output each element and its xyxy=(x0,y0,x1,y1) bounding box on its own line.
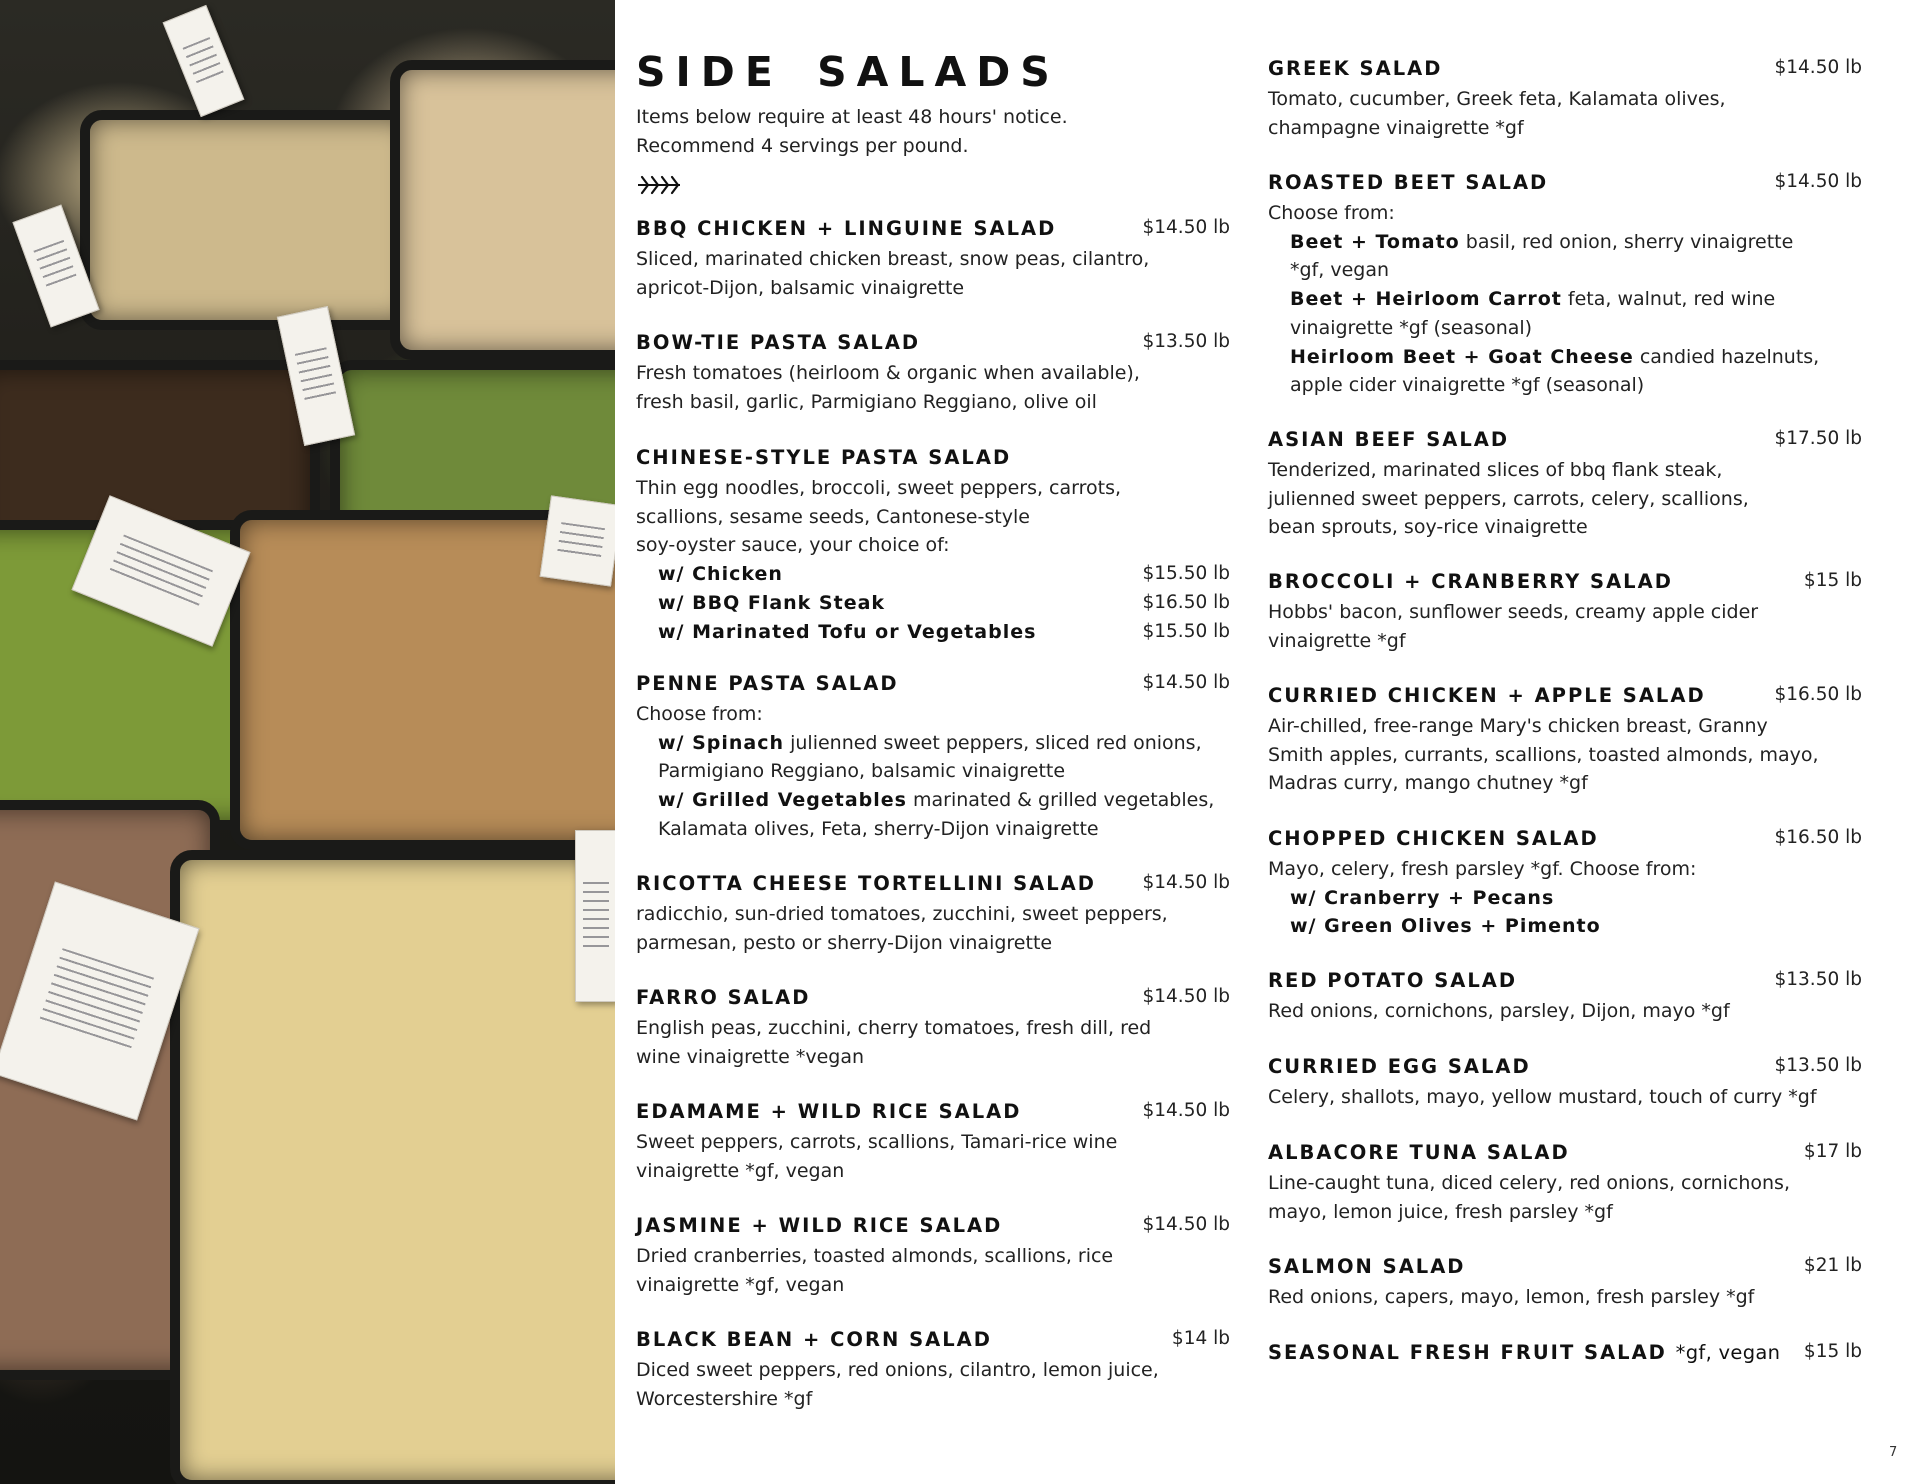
menu-item xyxy=(636,446,1230,646)
notice-line: Items below require at least 48 hours' notice. xyxy=(636,106,1068,128)
menu-item-description: Celery, shallots, mayo, yellow mustard, touch of curry *gf xyxy=(1268,1086,1817,1108)
menu-item-name-text: FARRO SALAD xyxy=(636,986,811,1009)
menu-choice-text: feta, walnut, red wine xyxy=(1567,288,1776,311)
menu-item-name xyxy=(1268,57,1442,80)
menu-item-description: vinaigrette *gf xyxy=(1268,629,1406,652)
menu-item-description: mayo, lemon juice, fresh parsley *gf xyxy=(1268,1200,1613,1223)
menu-choice-continued: vinaigrette *gf (seasonal) xyxy=(1290,316,1533,339)
menu-choice xyxy=(1268,343,1862,372)
menu-item-header xyxy=(636,1328,1230,1356)
menu-choice xyxy=(636,786,1230,815)
menu-option xyxy=(636,589,1230,618)
menu-item-header xyxy=(1268,428,1862,456)
page-title: SIDE SALADS xyxy=(636,48,1060,96)
menu-item xyxy=(1268,570,1862,655)
menu-item-description: Worcestershire *gf xyxy=(636,1387,813,1410)
menu-item-description: champagne vinaigrette *gf xyxy=(1268,116,1524,139)
menu-item-name xyxy=(636,986,810,1009)
menu-item-description: Red onions, capers, mayo, lemon, fresh parsley *gf xyxy=(1268,1286,1755,1308)
menu-item-description: Fresh tomatoes (heirloom & organic when available), xyxy=(636,362,1140,384)
menu-item-description: bean sprouts, soy-rice vinaigrette xyxy=(1268,516,1588,539)
wheat-ornament-icon xyxy=(636,172,686,198)
menu-item-price: $14.50 lb xyxy=(1774,171,1862,192)
menu-item-description: Madras curry, mango chutney *gf xyxy=(1268,772,1588,795)
menu-item-price: $15 lb xyxy=(1803,1341,1862,1362)
menu-item-price: $14.50 lb xyxy=(1142,217,1230,238)
menu-item-header xyxy=(1268,1055,1862,1083)
menu-item-header xyxy=(1268,1341,1862,1369)
menu-choice-name: w/ Grilled Vegetables xyxy=(658,789,907,812)
menu-item-price: $16.50 lb xyxy=(1774,827,1862,848)
menu-item-name xyxy=(636,872,1096,895)
menu-item-name-text: EDAMAME + WILD RICE SALAD xyxy=(636,1100,1022,1123)
menu-item-name-text: CURRIED CHICKEN + APPLE SALAD xyxy=(1268,684,1706,707)
menu-item-header xyxy=(1268,684,1862,712)
menu-item-header xyxy=(1268,827,1862,855)
menu-item-description: radicchio, sun-dried tomatoes, zucchini, sweet peppers, xyxy=(636,903,1168,925)
menu-item-name xyxy=(636,217,1056,240)
menu-item-name-text: CHOPPED CHICKEN SALAD xyxy=(1268,827,1599,850)
menu-item xyxy=(636,1214,1230,1299)
menu-choice-name: Beet + Tomato xyxy=(1290,230,1460,253)
menu-item-header xyxy=(1268,57,1862,85)
menu-item-description: wine vinaigrette *vegan xyxy=(636,1045,865,1068)
menu-option-price: $15.50 lb xyxy=(1142,620,1230,642)
menu-item xyxy=(636,872,1230,957)
menu-item-name-text: BOW-TIE PASTA SALAD xyxy=(636,331,921,354)
menu-item-price: $14 lb xyxy=(1171,1328,1230,1349)
menu-item-name-text: JASMINE + WILD RICE SALAD xyxy=(636,1214,1003,1237)
menu-item-price: $14.50 lb xyxy=(1774,57,1862,78)
menu-item-header xyxy=(636,217,1230,245)
menu-item xyxy=(1268,827,1862,941)
menu-item-price: $17 lb xyxy=(1803,1141,1862,1162)
menu-option-name: w/ Cranberry + Pecans xyxy=(1290,886,1555,909)
menu-item-description: vinaigrette *gf, vegan xyxy=(636,1273,845,1296)
menu-item-price: $15 lb xyxy=(1803,570,1862,591)
menu-option-name: w/ BBQ Flank Steak xyxy=(658,591,886,614)
menu-choice-continued: *gf, vegan xyxy=(1290,259,1390,282)
menu-option xyxy=(636,618,1230,647)
menu-item-name-text: CURRIED EGG SALAD xyxy=(1268,1055,1531,1078)
menu-item-header xyxy=(1268,1255,1862,1283)
menu-item-price: $14.50 lb xyxy=(1142,872,1230,893)
menu-item-header xyxy=(1268,570,1862,598)
menu-choice-text: julienned sweet peppers, sliced red onions, xyxy=(790,731,1202,754)
menu-item-name xyxy=(1268,827,1599,850)
menu-option-price: $16.50 lb xyxy=(1142,591,1230,613)
menu-choice-text: marinated & grilled vegetables, xyxy=(913,789,1215,812)
menu-item-price: $13.50 lb xyxy=(1142,331,1230,352)
menu-item-description: Tomato, cucumber, Greek feta, Kalamata olives, xyxy=(1268,88,1726,110)
menu-item-name-text: PENNE PASTA SALAD xyxy=(636,672,899,695)
menu-item-name-text: BBQ CHICKEN + LINGUINE SALAD xyxy=(636,217,1057,240)
menu-item-price: $16.50 lb xyxy=(1774,684,1862,705)
menu-item-description: Line-caught tuna, diced celery, red onions, cornichons, xyxy=(1268,1172,1790,1194)
menu-item-price: $14.50 lb xyxy=(1142,672,1230,693)
menu-item-header xyxy=(1268,1141,1862,1169)
menu-item xyxy=(1268,1055,1862,1112)
menu-item-description: apricot-Dijon, balsamic vinaigrette xyxy=(636,276,965,299)
menu-item-description: soy-oyster sauce, your choice of: xyxy=(636,534,950,557)
menu-item-name xyxy=(1268,969,1517,992)
menu-item-name-text: ROASTED BEET SALAD xyxy=(1268,171,1549,194)
menu-item-price: $13.50 lb xyxy=(1774,969,1862,990)
page-number: 7 xyxy=(1889,1445,1898,1460)
menu-item-name-text: CHINESE-STYLE PASTA SALAD xyxy=(636,446,1012,469)
menu-item-header xyxy=(636,1214,1230,1242)
menu-item xyxy=(1268,1141,1862,1226)
menu-item-description: Sweet peppers, carrots, scallions, Tamari-rice wine xyxy=(636,1131,1118,1153)
menu-item-name-text: ASIAN BEEF SALAD xyxy=(1268,428,1510,451)
menu-option-name: w/ Chicken xyxy=(658,563,783,586)
menu-item-description: Choose from: xyxy=(636,703,763,725)
menu-item xyxy=(636,986,1230,1071)
menu-item xyxy=(636,672,1230,844)
menu-item xyxy=(1268,1341,1862,1369)
menu-item-header xyxy=(636,672,1230,700)
menu-item-description: Mayo, celery, fresh parsley *gf. Choose from: xyxy=(1268,858,1697,880)
menu-item-description: Thin egg noodles, broccoli, sweet peppers, carrots, xyxy=(636,477,1122,499)
menu-item-description: Diced sweet peppers, red onions, cilantro, lemon juice, xyxy=(636,1359,1159,1381)
menu-item xyxy=(636,1100,1230,1185)
menu-item-name xyxy=(636,1328,992,1351)
menu-item-name xyxy=(636,446,1011,469)
menu-item-name xyxy=(1268,570,1673,593)
menu-choice-name: Heirloom Beet + Goat Cheese xyxy=(1290,345,1634,368)
menu-item-description: Tenderized, marinated slices of bbq flank steak, xyxy=(1268,459,1723,481)
menu-item-description: Hobbs' bacon, sunflower seeds, creamy apple cider xyxy=(1268,601,1759,623)
menu-item-name-text: SEASONAL FRESH FRUIT SALAD xyxy=(1268,1341,1667,1364)
menu-choice-name: Beet + Heirloom Carrot xyxy=(1290,288,1562,311)
menu-item-name-text: SALMON SALAD xyxy=(1268,1255,1466,1278)
menu-item xyxy=(1268,1255,1862,1312)
menu-choice-continued: apple cider vinaigrette *gf (seasonal) xyxy=(1290,374,1645,397)
menu-item-description: English peas, zucchini, cherry tomatoes, fresh dill, red xyxy=(636,1017,1152,1039)
menu-choice-continued: Parmigiano Reggiano, balsamic vinaigrette xyxy=(658,760,1066,783)
menu-item-name xyxy=(1268,1255,1466,1278)
menu-item-name-text: RED POTATO SALAD xyxy=(1268,969,1518,992)
menu-item xyxy=(636,217,1230,302)
menu-item-price: $17.50 lb xyxy=(1774,428,1862,449)
menu-item-name xyxy=(636,1214,1002,1237)
menu-option xyxy=(1268,884,1862,913)
menu-item-header xyxy=(1268,969,1862,997)
menu-item-header xyxy=(636,446,1230,474)
menu-choice-text: candied hazelnuts, xyxy=(1639,345,1820,368)
menu-item-header xyxy=(636,872,1230,900)
menu-choice xyxy=(636,729,1230,758)
menu-choice xyxy=(1268,285,1862,314)
menu-item-price: $13.50 lb xyxy=(1774,1055,1862,1076)
menu-item-header xyxy=(1268,171,1862,199)
menu-item-name xyxy=(1268,1141,1570,1164)
menu-item-description: parmesan, pesto or sherry-Dijon vinaigrette xyxy=(636,931,1053,954)
menu-item-name-text: ALBACORE TUNA SALAD xyxy=(1268,1141,1570,1164)
menu-item-name-text: BROCCOLI + CRANBERRY SALAD xyxy=(1268,570,1673,593)
menu-item xyxy=(1268,57,1862,142)
menu-option xyxy=(636,560,1230,589)
menu-item-description: vinaigrette *gf, vegan xyxy=(636,1159,845,1182)
menu-item-name xyxy=(1268,171,1548,194)
intro-notice xyxy=(636,103,1236,161)
menu-item-description: Smith apples, currants, scallions, toasted almonds, mayo, xyxy=(1268,743,1819,766)
menu-item-name-text: GREEK SALAD xyxy=(1268,57,1443,80)
menu-item xyxy=(1268,428,1862,542)
menu-item-header xyxy=(636,331,1230,359)
menu-item-description: scallions, sesame seeds, Cantonese-style xyxy=(636,505,1030,528)
menu-item-name xyxy=(636,331,920,354)
menu-option-name: w/ Marinated Tofu or Vegetables xyxy=(658,620,1037,643)
notice-line: Recommend 4 servings per pound. xyxy=(636,135,969,157)
menu-item-description: Choose from: xyxy=(1268,202,1395,224)
menu-item-name xyxy=(1268,1055,1531,1078)
dietary-note: *gf, vegan xyxy=(1675,1341,1781,1364)
menu-item xyxy=(1268,171,1862,400)
menu-item-description: Sliced, marinated chicken breast, snow peas, cilantro, xyxy=(636,248,1150,270)
menu-item-header xyxy=(636,1100,1230,1128)
menu-option xyxy=(1268,912,1862,941)
menu-item-description: Air-chilled, free-range Mary's chicken breast, Granny xyxy=(1268,715,1768,737)
menu-item xyxy=(636,1328,1230,1413)
menu-item-price: $14.50 lb xyxy=(1142,986,1230,1007)
menu-item-description: fresh basil, garlic, Parmigiano Reggiano, olive oil xyxy=(636,390,1097,413)
menu-choice-continued: Kalamata olives, Feta, sherry-Dijon vinaigrette xyxy=(658,817,1099,840)
menu-option-price: $15.50 lb xyxy=(1142,563,1230,585)
menu-item-name-text: BLACK BEAN + CORN SALAD xyxy=(636,1328,992,1351)
menu-item-name xyxy=(636,1100,1021,1123)
menu-item-name xyxy=(1268,684,1706,707)
menu-item-price: $21 lb xyxy=(1803,1255,1862,1276)
menu-choice-text: basil, red onion, sherry vinaigrette xyxy=(1465,230,1794,253)
menu-item xyxy=(1268,969,1862,1026)
menu-option-name: w/ Green Olives + Pimento xyxy=(1290,915,1601,938)
menu-item-name-text: RICOTTA CHEESE TORTELLINI SALAD xyxy=(636,872,1096,895)
menu-item-name xyxy=(1268,1341,1780,1364)
menu-choice-name: w/ Spinach xyxy=(658,731,785,754)
menu-item-name xyxy=(636,672,899,695)
menu-item-description: julienned sweet peppers, carrots, celery, scallions, xyxy=(1268,487,1749,510)
menu-item-description: Dried cranberries, toasted almonds, scallions, rice xyxy=(636,1245,1114,1267)
menu-item-price: $14.50 lb xyxy=(1142,1214,1230,1235)
menu-item-description: Red onions, cornichons, parsley, Dijon, mayo *gf xyxy=(1268,1000,1730,1022)
menu-item-price: $14.50 lb xyxy=(1142,1100,1230,1121)
menu-item-header xyxy=(636,986,1230,1014)
menu-item-name xyxy=(1268,428,1509,451)
menu-item xyxy=(636,331,1230,416)
menu-item xyxy=(1268,684,1862,798)
menu-choice xyxy=(1268,228,1862,257)
